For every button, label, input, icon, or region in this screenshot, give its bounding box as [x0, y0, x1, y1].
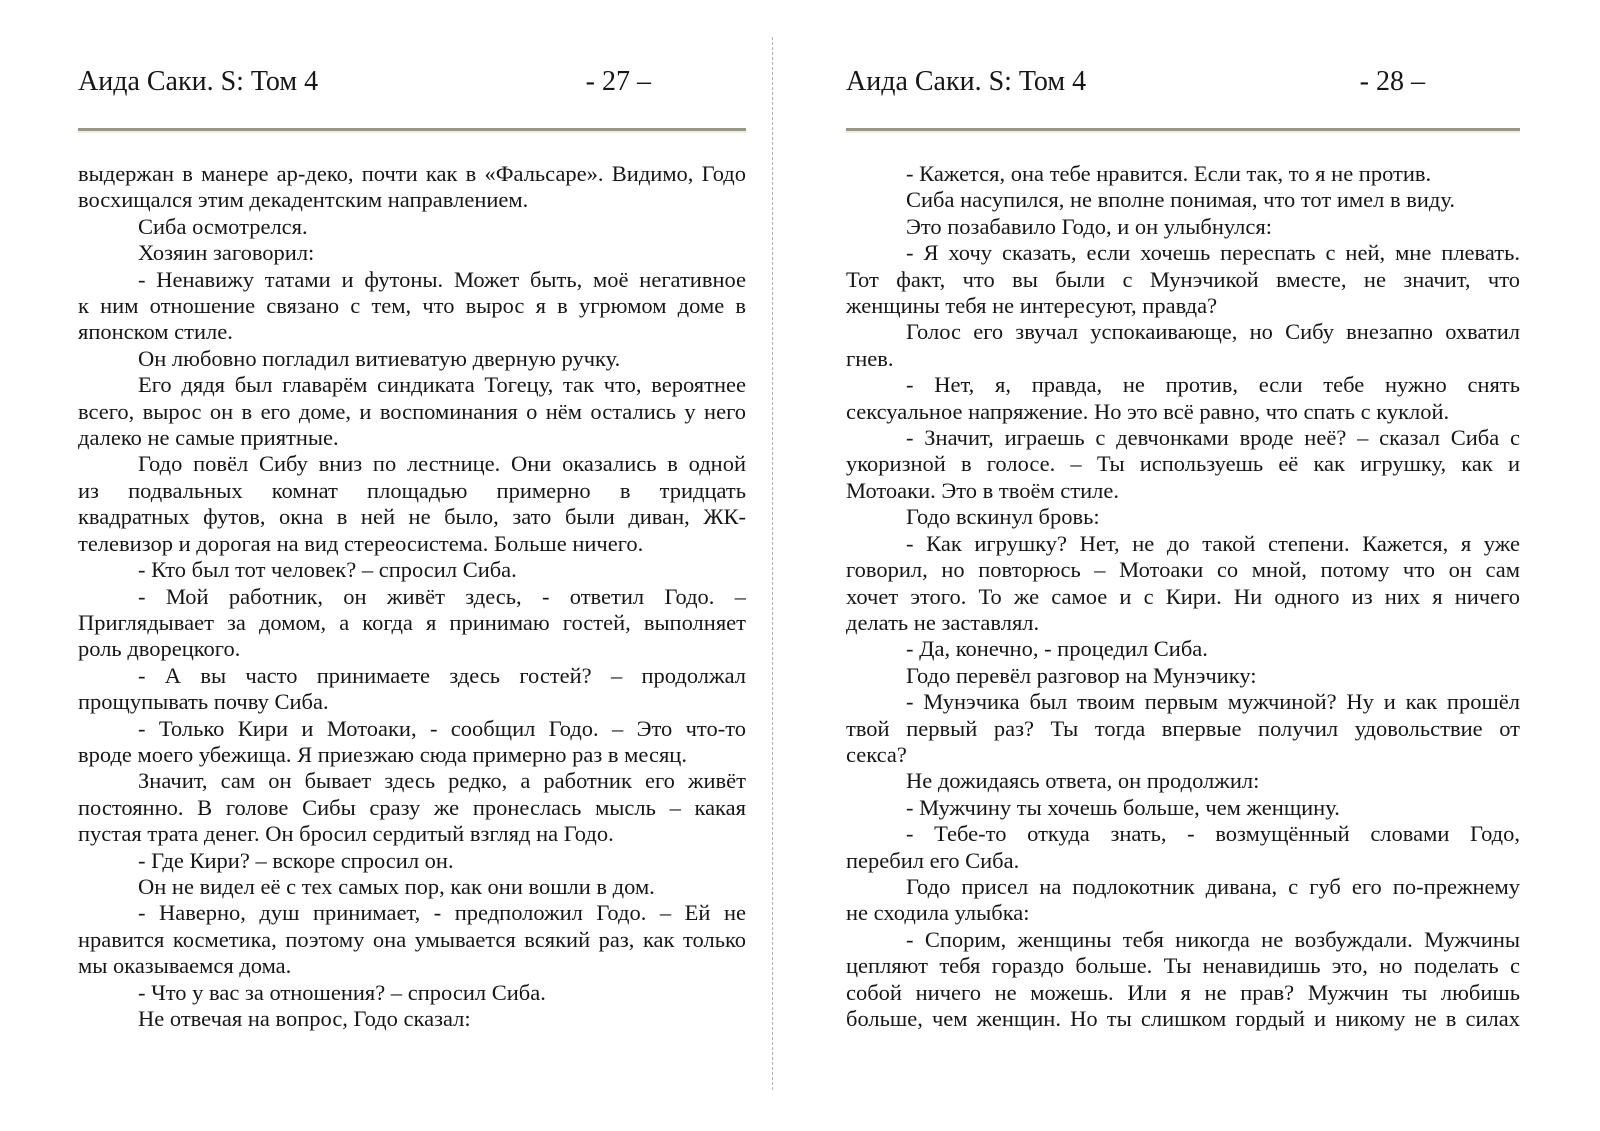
page-number: - 28 –: [1359, 66, 1425, 97]
text-line: Он не видел её с тех самых пор, как они вошли в дом.: [138, 873, 655, 899]
text-line: - Наверно, душ принимает, - предположил Годо. – Ей не: [138, 900, 746, 926]
text-line: - Спорим, женщины тебя никогда не возбуждали. Мужчины: [906, 926, 1520, 952]
text-line: - Мунэчика был твоим первым мужчиной? Ну и как прошёл: [906, 689, 1520, 715]
text-line: из подвальных комнат площадью примерно в тридцать: [78, 477, 746, 503]
book-title: Аида Саки. S: Том 4: [846, 66, 1087, 97]
page-number: - 27 –: [585, 66, 651, 97]
text-line: сексуальное напряжение. Но это всё равно, что спать с куклой.: [846, 398, 1450, 424]
text-line: собой ничего не можешь. Или я не прав? Мужчин ты любишь: [846, 979, 1520, 1005]
page-left: [78, 0, 746, 1032]
text-line: больше, чем женщин. Но ты слишком гордый и никому не в силах: [846, 1006, 1520, 1031]
text-line: говорил, но повторюсь – Мотоаки со мной, потому что он сам: [846, 557, 1520, 583]
text-line: - Я хочу сказать, если хочешь переспать с ней, мне плевать.: [906, 240, 1520, 266]
text-line: не сходила улыбка:: [846, 900, 1030, 926]
text-line: Годо вскинул бровь:: [906, 504, 1100, 530]
page-header: [78, 66, 746, 98]
header-rule: [78, 128, 746, 131]
text-line: Не дожидаясь ответа, он продолжил:: [906, 768, 1260, 794]
text-line: хочет этого. То же самое и с Кири. Ни одного из них я ничего: [846, 583, 1520, 609]
text-line: Приглядывает за домом, а когда я принимаю гостей, выполняет: [78, 609, 746, 635]
page-text: [846, 161, 1520, 1032]
text-line: - Как игрушку? Нет, не до такой степени. Кажется, я уже: [906, 530, 1520, 556]
text-line: - Да, конечно, - процедил Сиба.: [906, 636, 1208, 662]
text-line: Мотоаки. Это в твоём стиле.: [846, 477, 1120, 503]
text-line: - Тебе-то откуда знать, - возмущённый словами Годо,: [906, 821, 1520, 847]
page-header: [846, 66, 1520, 98]
book-title: Аида Саки. S: Том 4: [78, 66, 319, 97]
text-line: - Мой работник, он живёт здесь, - ответил Годо. –: [138, 583, 746, 609]
text-line: прощупывать почву Сиба.: [78, 689, 329, 715]
text-line: выдержан в манере ар-деко, почти как в «Фальсаре». Видимо, Годо: [78, 161, 746, 186]
text-line: - Нет, я, правда, не против, если тебе нужно снять: [906, 372, 1520, 398]
text-line: Его дядя был главарём синдиката Тогецу, так что, вероятнее: [138, 372, 746, 398]
text-line: цепляют тебя гораздо больше. Ты ненавидишь это, но поделать с: [846, 953, 1520, 979]
text-line: Годо присел на подлокотник дивана, с губ его по-прежнему: [906, 873, 1520, 899]
text-line: пустая трата денег. Он бросил сердитый взгляд на Годо.: [78, 821, 614, 847]
page-right: [846, 0, 1520, 1032]
page-text: [78, 161, 746, 1032]
text-line: телевизор и дорогая на вид стереосистема. Больше ничего.: [78, 530, 644, 556]
text-line: всего, вырос он в его доме, и воспоминания о нём остались у него: [78, 398, 746, 424]
text-line: перебил его Сиба.: [846, 847, 1020, 873]
text-line: вроде моего убежища. Я приезжаю сюда примерно раз в месяц.: [78, 741, 687, 767]
text-line: - Только Кири и Мотоаки, - сообщил Годо. – Это что-то: [138, 715, 746, 741]
text-line: Голос его звучал успокаивающе, но Сибу внезапно охватил: [906, 319, 1520, 345]
text-line: гнев.: [846, 345, 894, 371]
text-line: квадратных футов, окна в ней не было, зато были диван, ЖК-: [78, 504, 746, 530]
text-line: женщины тебя не интересуют, правда?: [846, 293, 1218, 319]
text-line: мы оказываемся дома.: [78, 953, 292, 979]
text-line: укоризной в голосе. – Ты используешь её как игрушку, как и: [846, 451, 1520, 477]
text-line: японском стиле.: [78, 319, 233, 345]
text-line: - Мужчину ты хочешь больше, чем женщину.: [906, 794, 1340, 820]
text-line: Годо перевёл разговор на Мунэчику:: [906, 662, 1257, 688]
text-line: Годо повёл Сибу вниз по лестнице. Они оказались в одной: [138, 451, 746, 477]
text-line: - А вы часто принимаете здесь гостей? – продолжал: [138, 662, 746, 688]
text-line: Значит, сам он бывает здесь редко, а работник его живёт: [138, 768, 746, 794]
text-line: постоянно. В голове Сибы сразу же пронеслась мысль – какая: [78, 794, 746, 820]
text-line: - Что у вас за отношения? – спросил Сиба.: [138, 979, 546, 1005]
page-divider: [772, 37, 773, 1090]
text-line: Тот факт, что вы были с Мунэчикой вместе, не значит, что: [846, 266, 1520, 292]
text-line: Сиба насупился, не вполне понимая, что тот имел в виду.: [906, 187, 1455, 213]
text-line: Хозяин заговорил:: [138, 240, 315, 266]
text-line: нравится косметика, поэтому она умывается всякий раз, как только: [78, 926, 746, 952]
text-line: к ним отношение связано с тем, что вырос я в угрюмом доме в: [78, 293, 746, 319]
text-line: - Кажется, она тебе нравится. Если так, то я не против.: [906, 161, 1432, 186]
text-line: роль дворецкого.: [78, 636, 241, 662]
text-line: далеко не самые приятные.: [78, 425, 339, 451]
text-line: твой первый раз? Ты тогда впервые получил удовольствие от: [846, 715, 1520, 741]
text-line: - Где Кири? – вскоре спросил он.: [138, 847, 454, 873]
text-line: Он любовно погладил витиеватую дверную ручку.: [138, 345, 621, 371]
text-line: Сиба осмотрелся.: [138, 213, 308, 239]
text-line: делать не заставлял.: [846, 609, 1040, 635]
header-rule: [846, 128, 1520, 131]
text-line: Не отвечая на вопрос, Годо сказал:: [138, 1006, 471, 1031]
text-line: - Значит, играешь с девчонками вроде неё? – сказал Сиба с: [906, 425, 1520, 451]
text-line: Это позабавило Годо, и он улыбнулся:: [906, 213, 1272, 239]
text-line: - Кто был тот человек? – спросил Сиба.: [138, 557, 517, 583]
text-line: восхищался этим декадентским направлением.: [78, 187, 529, 213]
text-line: - Ненавижу татами и футоны. Может быть, моё негативное: [138, 266, 746, 292]
text-line: секса?: [846, 741, 907, 767]
